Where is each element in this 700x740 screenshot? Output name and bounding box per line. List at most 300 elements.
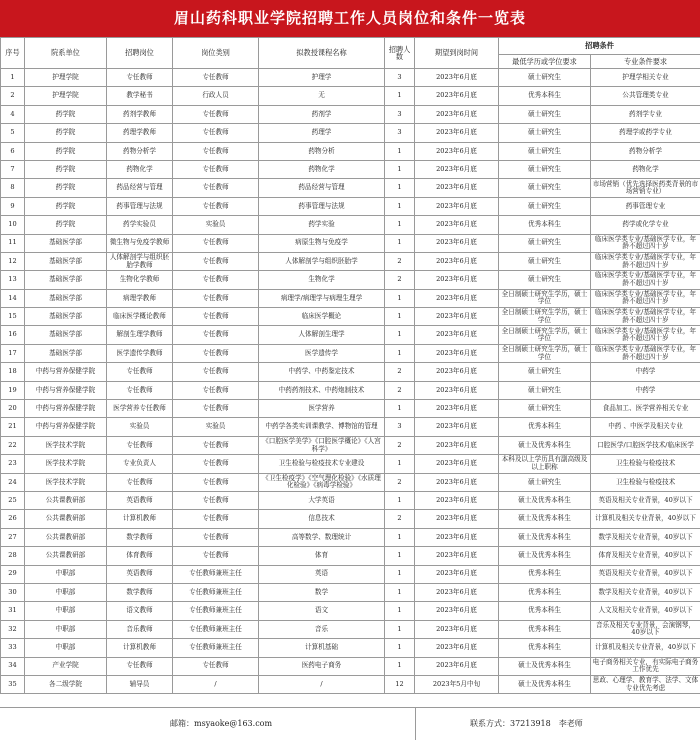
cell-type: 专任教师 <box>173 455 259 473</box>
cell-course: 生物化学 <box>259 271 385 289</box>
cell-major: 中药学 <box>591 381 700 399</box>
cell-major: 卫生检验与检疫技术 <box>591 455 700 473</box>
cell-major: 公共管理类专业 <box>591 87 700 105</box>
cell-type: 专任教师兼班主任 <box>173 602 259 620</box>
cell-major: 人文及相关专业背景，40岁以下 <box>591 602 700 620</box>
cell-count: 2 <box>385 363 415 381</box>
table-row <box>1 675 700 693</box>
cell-course: 高等数学、数理统计 <box>259 528 385 546</box>
cell-course: 英语 <box>259 565 385 583</box>
table-row <box>1 216 700 234</box>
cell-edu: 硕士研究生 <box>499 473 591 491</box>
cell-post: 药理学教师 <box>107 124 173 142</box>
cell-edu: 硕士研究生 <box>499 381 591 399</box>
cell-dept: 药学院 <box>25 179 107 197</box>
cell-major: 临床医学类专业/基础医学专业，年龄不超过四十岁 <box>591 252 700 270</box>
cell-edu: 硕士研究生 <box>499 179 591 197</box>
recruitment-table <box>0 37 700 694</box>
cell-edu: 硕士及优秀本科生 <box>499 547 591 565</box>
cell-count: 2 <box>385 473 415 491</box>
cell-count: 1 <box>385 491 415 509</box>
cell-count: 1 <box>385 547 415 565</box>
cell-post: 实验员 <box>107 418 173 436</box>
cell-dept: 基础医学部 <box>25 252 107 270</box>
cell-count: 2 <box>385 436 415 454</box>
cell-count: 1 <box>385 620 415 638</box>
cell-no: 27 <box>1 528 25 546</box>
cell-dept: 公共课教研部 <box>25 547 107 565</box>
footer-contact: 联系方式：37213918 李老师 <box>470 718 583 729</box>
table-row <box>1 142 700 160</box>
cell-count: 1 <box>385 639 415 657</box>
header-post: 招聘岗位 <box>107 38 173 69</box>
cell-dept: 中药与营养保健学院 <box>25 381 107 399</box>
cell-edu: 本科及以上学历具有副高级及以上职称 <box>499 455 591 473</box>
cell-edu: 优秀本科生 <box>499 418 591 436</box>
cell-major: 计算机及相关专业背景，40岁以下 <box>591 510 700 528</box>
cell-type: 专任教师 <box>173 400 259 418</box>
cell-course: 中药学各类实训课教学、博物馆的管理 <box>259 418 385 436</box>
cell-course: 护理学 <box>259 69 385 87</box>
cell-course: 药学实验 <box>259 216 385 234</box>
cell-date: 2023年6月底 <box>415 565 499 583</box>
cell-date: 2023年6月底 <box>415 234 499 252</box>
cell-type: 实验员 <box>173 216 259 234</box>
cell-type: 专任教师 <box>173 142 259 160</box>
cell-major: 药学或化学专业 <box>591 216 700 234</box>
cell-count: 1 <box>385 528 415 546</box>
cell-dept: 产业学院 <box>25 657 107 675</box>
table-row <box>1 271 700 289</box>
cell-no: 5 <box>1 124 25 142</box>
cell-date: 2023年6月底 <box>415 510 499 528</box>
cell-post: 药物化学 <box>107 160 173 178</box>
cell-date: 2023年6月底 <box>415 418 499 436</box>
cell-edu: 硕士研究生 <box>499 271 591 289</box>
cell-date: 2023年6月底 <box>415 105 499 123</box>
cell-course: 药理学 <box>259 124 385 142</box>
cell-type: 行政人员 <box>173 87 259 105</box>
cell-course: 卫生检验与检疫技术专业建设 <box>259 455 385 473</box>
cell-type: 专任教师 <box>173 69 259 87</box>
cell-type: 专任教师 <box>173 271 259 289</box>
header-date: 期望到岗时间 <box>415 38 499 69</box>
cell-no: 12 <box>1 252 25 270</box>
cell-major: 临床医学类专业/基础医学专业，年龄不超过四十岁 <box>591 289 700 307</box>
cell-no: 25 <box>1 491 25 509</box>
cell-type: 专任教师 <box>173 234 259 252</box>
cell-count: 1 <box>385 216 415 234</box>
cell-no: 30 <box>1 583 25 601</box>
cell-dept: 公共课教研部 <box>25 491 107 509</box>
cell-major: 数学及相关专业背景，40岁以下 <box>591 528 700 546</box>
cell-course: 药品经营与管理 <box>259 179 385 197</box>
table-row <box>1 602 700 620</box>
cell-post: 人体解剖学与组织胚胎学教师 <box>107 252 173 270</box>
cell-no: 24 <box>1 473 25 491</box>
cell-edu: 优秀本科生 <box>499 639 591 657</box>
cell-major: 药物化学 <box>591 160 700 178</box>
cell-course: 医药电子商务 <box>259 657 385 675</box>
cell-no: 15 <box>1 308 25 326</box>
cell-date: 2023年6月底 <box>415 271 499 289</box>
cell-post: 解剖生理学教师 <box>107 326 173 344</box>
table-row <box>1 400 700 418</box>
cell-count: 1 <box>385 400 415 418</box>
table-row <box>1 657 700 675</box>
cell-no: 21 <box>1 418 25 436</box>
cell-no: 29 <box>1 565 25 583</box>
cell-course: 信息技术 <box>259 510 385 528</box>
cell-no: 1 <box>1 69 25 87</box>
cell-post: 临床医学概论教师 <box>107 308 173 326</box>
cell-type: 专任教师 <box>173 160 259 178</box>
table-row <box>1 510 700 528</box>
cell-count: 1 <box>385 565 415 583</box>
cell-dept: 药学院 <box>25 124 107 142</box>
cell-edu: 优秀本科生 <box>499 583 591 601</box>
cell-dept: 公共课教研部 <box>25 510 107 528</box>
cell-edu: 优秀本科生 <box>499 602 591 620</box>
cell-major: 临床医学类专业/基础医学专业，年龄不超过四十岁 <box>591 308 700 326</box>
cell-type: 专任教师 <box>173 124 259 142</box>
cell-no: 23 <box>1 455 25 473</box>
cell-dept: 药学院 <box>25 160 107 178</box>
cell-type: 专任教师 <box>173 510 259 528</box>
cell-edu: 硕士及优秀本科生 <box>499 510 591 528</box>
cell-count: 3 <box>385 124 415 142</box>
cell-course: 大学英语 <box>259 491 385 509</box>
cell-count: 1 <box>385 87 415 105</box>
cell-course: 中药学、中药鉴定技术 <box>259 363 385 381</box>
cell-edu: 优秀本科生 <box>499 216 591 234</box>
cell-major: 电子商务相关专业，有实际电子商务工作优先 <box>591 657 700 675</box>
cell-date: 2023年6月底 <box>415 657 499 675</box>
table-row <box>1 639 700 657</box>
footer-divider <box>415 708 416 740</box>
table-row <box>1 160 700 178</box>
cell-date: 2023年6月底 <box>415 216 499 234</box>
cell-post: 教学秘书 <box>107 87 173 105</box>
cell-dept: 药学院 <box>25 142 107 160</box>
cell-date: 2023年6月底 <box>415 400 499 418</box>
cell-edu: 全日制硕士研究生学历，硕士学位 <box>499 344 591 362</box>
cell-type: 专任教师 <box>173 473 259 491</box>
cell-post: 语文教师 <box>107 602 173 620</box>
cell-no: 33 <box>1 639 25 657</box>
cell-date: 2023年6月底 <box>415 124 499 142</box>
table-row <box>1 491 700 509</box>
cell-post: 药物分析学 <box>107 142 173 160</box>
cell-edu: 硕士及优秀本科生 <box>499 436 591 454</box>
header-no: 序号 <box>1 38 25 69</box>
cell-count: 3 <box>385 69 415 87</box>
cell-count: 1 <box>385 142 415 160</box>
cell-post: 数学教师 <box>107 583 173 601</box>
cell-date: 2023年6月底 <box>415 197 499 215</box>
cell-post: 音乐教师 <box>107 620 173 638</box>
cell-date: 2023年6月底 <box>415 473 499 491</box>
cell-post: 英语教师 <box>107 565 173 583</box>
cell-no: 26 <box>1 510 25 528</box>
cell-dept: 护理学院 <box>25 87 107 105</box>
cell-no: 32 <box>1 620 25 638</box>
cell-no: 28 <box>1 547 25 565</box>
cell-date: 2023年6月底 <box>415 308 499 326</box>
header-edu: 最低学历或学位要求 <box>499 55 591 69</box>
cell-course: 语文 <box>259 602 385 620</box>
table-row <box>1 381 700 399</box>
cell-no: 8 <box>1 179 25 197</box>
cell-major: 英语及相关专业背景，40岁以下 <box>591 491 700 509</box>
cell-type: 专任教师 <box>173 381 259 399</box>
cell-date: 2023年6月底 <box>415 381 499 399</box>
cell-edu: 硕士研究生 <box>499 69 591 87</box>
table-row <box>1 105 700 123</box>
cell-count: 1 <box>385 326 415 344</box>
cell-type: 专任教师兼班主任 <box>173 583 259 601</box>
cell-dept: 护理学院 <box>25 69 107 87</box>
cell-course: 药物化学 <box>259 160 385 178</box>
cell-edu: 硕士研究生 <box>499 105 591 123</box>
cell-course: / <box>259 675 385 693</box>
table-row <box>1 197 700 215</box>
cell-major: 中药 、中医学及相关专业 <box>591 418 700 436</box>
table-row <box>1 124 700 142</box>
cell-date: 2023年6月底 <box>415 179 499 197</box>
cell-count: 1 <box>385 308 415 326</box>
cell-edu: 硕士研究生 <box>499 252 591 270</box>
cell-no: 16 <box>1 326 25 344</box>
cell-edu: 优秀本科生 <box>499 565 591 583</box>
cell-edu: 全日制硕士研究生学历，硕士学位 <box>499 289 591 307</box>
cell-no: 6 <box>1 142 25 160</box>
cell-type: 专任教师 <box>173 657 259 675</box>
cell-post: 数学教师 <box>107 528 173 546</box>
cell-major: 临床医学类专业/基础医学专业，年龄不超过四十岁 <box>591 271 700 289</box>
cell-post: 计算机教师 <box>107 510 173 528</box>
cell-dept: 基础医学部 <box>25 289 107 307</box>
cell-course: 医学遗传学 <box>259 344 385 362</box>
cell-post: 医学遗传学教师 <box>107 344 173 362</box>
cell-post: 生物化学教师 <box>107 271 173 289</box>
cell-edu: 硕士研究生 <box>499 197 591 215</box>
cell-dept: 基础医学部 <box>25 326 107 344</box>
cell-count: 1 <box>385 602 415 620</box>
cell-no: 19 <box>1 381 25 399</box>
cell-major: 药理学或药学专业 <box>591 124 700 142</box>
cell-major: 市场营销（优先选择医药类背景的市场营销专业） <box>591 179 700 197</box>
cell-date: 2023年6月底 <box>415 436 499 454</box>
header-dept: 院系单位 <box>25 38 107 69</box>
table-row <box>1 344 700 362</box>
cell-count: 1 <box>385 234 415 252</box>
table-row <box>1 308 700 326</box>
footer <box>0 707 700 740</box>
cell-type: 专任教师 <box>173 308 259 326</box>
table-row <box>1 547 700 565</box>
cell-dept: 中药与营养保健学院 <box>25 363 107 381</box>
cell-dept: 药学院 <box>25 197 107 215</box>
cell-no: 34 <box>1 657 25 675</box>
cell-post: 专业负责人 <box>107 455 173 473</box>
cell-course: 医学营养 <box>259 400 385 418</box>
cell-major: 临床医学类专业/基础医学专业，年龄不超过四十岁 <box>591 326 700 344</box>
cell-date: 2023年6月底 <box>415 142 499 160</box>
cell-major: 临床医学类专业/基础医学专业，年龄不超过四十岁 <box>591 344 700 362</box>
cell-major: 药物分析学 <box>591 142 700 160</box>
cell-type: / <box>173 675 259 693</box>
cell-edu: 硕士研究生 <box>499 363 591 381</box>
cell-post: 专任教师 <box>107 381 173 399</box>
cell-edu: 硕士研究生 <box>499 124 591 142</box>
cell-count: 12 <box>385 675 415 693</box>
cell-dept: 药学院 <box>25 216 107 234</box>
cell-type: 专任教师 <box>173 436 259 454</box>
cell-dept: 药学院 <box>25 105 107 123</box>
cell-course: 音乐 <box>259 620 385 638</box>
cell-count: 2 <box>385 271 415 289</box>
cell-major: 卫生检验与检疫技术 <box>591 473 700 491</box>
table-row <box>1 565 700 583</box>
cell-major: 数学及相关专业背景，40岁以下 <box>591 583 700 601</box>
cell-type: 专任教师兼班主任 <box>173 639 259 657</box>
cell-major: 药事管理专业 <box>591 197 700 215</box>
cell-course: 人体解剖学与组织胚胎学 <box>259 252 385 270</box>
table-row <box>1 289 700 307</box>
cell-type: 专任教师兼班主任 <box>173 620 259 638</box>
cell-edu: 全日制硕士研究生学历，硕士学位 <box>499 308 591 326</box>
cell-major: 体育及相关专业背景，40岁以下 <box>591 547 700 565</box>
cell-date: 2023年6月底 <box>415 252 499 270</box>
cell-no: 22 <box>1 436 25 454</box>
cell-major: 药剂学专业 <box>591 105 700 123</box>
cell-count: 1 <box>385 179 415 197</box>
cell-date: 2023年6月底 <box>415 528 499 546</box>
cell-course: 《口腔医学美学》《口腔医学概论》《人宫科学》 <box>259 436 385 454</box>
cell-dept: 基础医学部 <box>25 234 107 252</box>
cell-no: 9 <box>1 197 25 215</box>
cell-no: 14 <box>1 289 25 307</box>
cell-date: 2023年6月底 <box>415 583 499 601</box>
table-row <box>1 473 700 491</box>
cell-date: 2023年6月底 <box>415 620 499 638</box>
cell-count: 1 <box>385 583 415 601</box>
cell-count: 1 <box>385 344 415 362</box>
cell-count: 1 <box>385 160 415 178</box>
cell-no: 7 <box>1 160 25 178</box>
cell-type: 专任教师 <box>173 528 259 546</box>
cell-post: 药品经营与管理 <box>107 179 173 197</box>
cell-major: 口腔医学/口腔医学技术/临床医学 <box>591 436 700 454</box>
page-title: 眉山药科职业学院招聘工作人员岗位和条件一览表 <box>0 0 700 37</box>
cell-course: 人体解剖生理学 <box>259 326 385 344</box>
cell-no: 20 <box>1 400 25 418</box>
cell-post: 计算机教师 <box>107 639 173 657</box>
cell-major: 食品加工、医学营养相关专业 <box>591 400 700 418</box>
header-conditions: 招聘条件 <box>499 38 700 55</box>
cell-course: 药物分析 <box>259 142 385 160</box>
cell-type: 专任教师 <box>173 252 259 270</box>
cell-type: 专任教师兼班主任 <box>173 565 259 583</box>
cell-dept: 中职部 <box>25 620 107 638</box>
table-row <box>1 87 700 105</box>
table-row <box>1 528 700 546</box>
cell-dept: 医学技术学院 <box>25 473 107 491</box>
cell-post: 病理学教师 <box>107 289 173 307</box>
cell-no: 13 <box>1 271 25 289</box>
cell-dept: 医学技术学院 <box>25 455 107 473</box>
cell-no: 35 <box>1 675 25 693</box>
cell-no: 11 <box>1 234 25 252</box>
cell-course: 体育 <box>259 547 385 565</box>
cell-date: 2023年6月底 <box>415 602 499 620</box>
cell-dept: 基础医学部 <box>25 308 107 326</box>
cell-type: 专任教师 <box>173 344 259 362</box>
cell-date: 2023年6月底 <box>415 639 499 657</box>
cell-course: 药剂学 <box>259 105 385 123</box>
cell-dept: 中职部 <box>25 565 107 583</box>
cell-type: 专任教师 <box>173 547 259 565</box>
cell-no: 10 <box>1 216 25 234</box>
cell-dept: 中职部 <box>25 639 107 657</box>
cell-edu: 硕士及优秀本科生 <box>499 657 591 675</box>
cell-date: 2023年6月底 <box>415 289 499 307</box>
cell-date: 2023年6月底 <box>415 344 499 362</box>
cell-type: 专任教师 <box>173 289 259 307</box>
table-row <box>1 69 700 87</box>
cell-dept: 中职部 <box>25 583 107 601</box>
cell-count: 1 <box>385 289 415 307</box>
header-type: 岗位类别 <box>173 38 259 69</box>
cell-post: 微生物与免疫学教师 <box>107 234 173 252</box>
cell-course: 计算机基础 <box>259 639 385 657</box>
cell-post: 专任教师 <box>107 436 173 454</box>
cell-edu: 硕士研究生 <box>499 234 591 252</box>
cell-count: 1 <box>385 455 415 473</box>
cell-post: 专任教师 <box>107 657 173 675</box>
cell-post: 药事管理与法规 <box>107 197 173 215</box>
cell-course: 病原生物与免疫学 <box>259 234 385 252</box>
table-row <box>1 363 700 381</box>
table-body <box>1 69 700 694</box>
cell-major: 计算机及相关专业背景，40岁以下 <box>591 639 700 657</box>
cell-date: 2023年6月底 <box>415 491 499 509</box>
cell-post: 专任教师 <box>107 69 173 87</box>
header-count: 招聘人数 <box>385 38 415 69</box>
cell-edu: 优秀本科生 <box>499 87 591 105</box>
cell-type: 专任教师 <box>173 179 259 197</box>
cell-course: 数学 <box>259 583 385 601</box>
cell-major: 思政、心理学、教育学、法学、文体专业优先考虑 <box>591 675 700 693</box>
cell-edu: 硕士及优秀本科生 <box>499 528 591 546</box>
cell-course: 临床医学概论 <box>259 308 385 326</box>
cell-edu: 硕士及优秀本科生 <box>499 491 591 509</box>
cell-date: 2023年6月底 <box>415 69 499 87</box>
cell-course: 《卫生检疫学》《空气理化检验》《水质理化检验》《病毒学检验》 <box>259 473 385 491</box>
cell-type: 专任教师 <box>173 363 259 381</box>
cell-date: 2023年6月底 <box>415 87 499 105</box>
table-row <box>1 583 700 601</box>
cell-type: 专任教师 <box>173 491 259 509</box>
table-row <box>1 252 700 270</box>
cell-post: 药学实验员 <box>107 216 173 234</box>
cell-type: 专任教师 <box>173 197 259 215</box>
header-course: 拟教授课程名称 <box>259 38 385 69</box>
cell-edu: 硕士研究生 <box>499 400 591 418</box>
cell-no: 4 <box>1 105 25 123</box>
table-row <box>1 234 700 252</box>
